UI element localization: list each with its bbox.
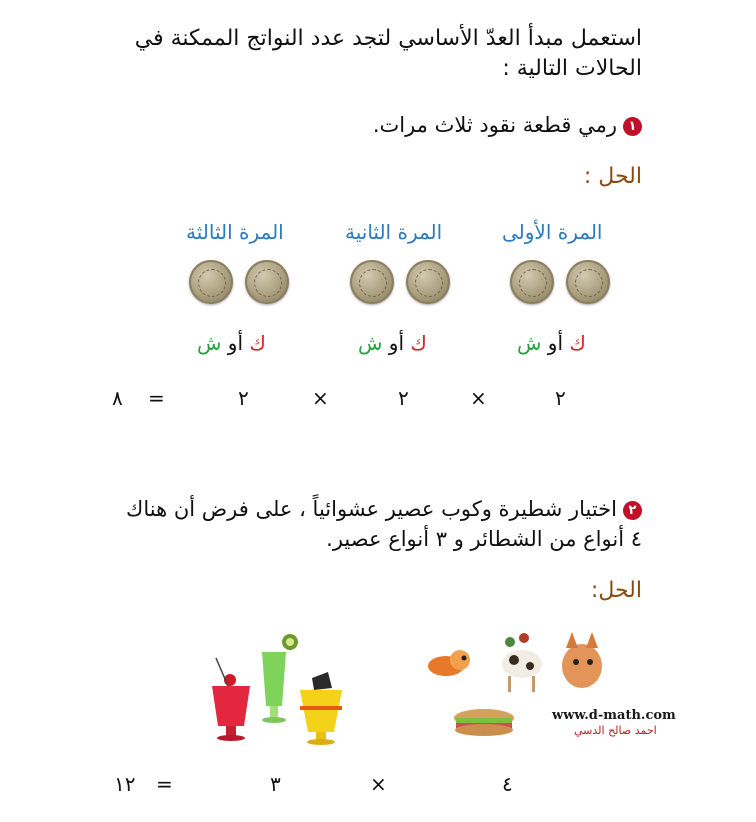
question-1-number: ١ xyxy=(623,117,642,136)
question-1-text: رمي قطعة نقود ثلاث مرات. xyxy=(372,113,617,137)
tails-label: ش xyxy=(517,331,542,355)
or-label: أو xyxy=(227,331,243,355)
site-watermark: www.d-math.com xyxy=(552,708,676,723)
turn-label-third: المرة الثالثة xyxy=(186,220,284,244)
equals-sign: = xyxy=(148,386,165,410)
author-watermark: احمد صالح الدسي xyxy=(574,724,657,737)
sandwich-count: ٤ xyxy=(502,772,513,796)
tails-label: ش xyxy=(197,331,222,355)
solution-label-1: الحل : xyxy=(583,164,642,189)
turn-label-first: المرة الأولى xyxy=(502,220,603,244)
heads-label: ك xyxy=(249,331,266,355)
question-2-line-2: ٤ أنواع من الشطائر و ٣ أنواع عصير. xyxy=(326,527,642,551)
question-2-line-1: اختيار شطيرة وكوب عصير عشوائياً ، على فرض أن هناك xyxy=(126,497,617,521)
coin-icon xyxy=(566,260,610,304)
juice-glass-icon xyxy=(200,628,360,748)
juice-glasses-illustration xyxy=(200,628,360,748)
juice-count: ٣ xyxy=(270,772,281,796)
outcome-choice-first xyxy=(517,331,586,355)
coin-icon xyxy=(510,260,554,304)
coin-icon xyxy=(245,260,289,304)
turn-label-second: المرة الثانية xyxy=(345,220,443,244)
times-sign: × xyxy=(470,386,487,410)
heads-label: ك xyxy=(410,331,427,355)
or-label: أو xyxy=(388,331,404,355)
outcome-choice-third xyxy=(197,331,266,355)
coin-icon xyxy=(350,260,394,304)
result-2: ١٢ xyxy=(114,772,136,796)
factor-first: ٢ xyxy=(555,386,566,410)
result-1: ٨ xyxy=(112,386,123,410)
equals-sign: = xyxy=(156,772,173,796)
intro-line-2: الحالات التالية : xyxy=(502,56,642,81)
tails-label: ش xyxy=(358,331,383,355)
outcome-choice-second xyxy=(358,331,427,355)
factor-second: ٢ xyxy=(398,386,409,410)
intro-line-1: استعمل مبدأ العدّ الأساسي لتجد عدد النواتج الممكنة في xyxy=(134,26,642,51)
question-2-number: ٢ xyxy=(623,501,642,520)
factor-third: ٢ xyxy=(238,386,249,410)
solution-label-2: الحل: xyxy=(590,578,642,603)
or-label: أو xyxy=(547,331,563,355)
coin-icon xyxy=(406,260,450,304)
coin-icon xyxy=(189,260,233,304)
heads-label: ك xyxy=(569,331,586,355)
question-1 xyxy=(373,110,642,140)
times-sign: × xyxy=(370,772,387,796)
times-sign: × xyxy=(312,386,329,410)
question-2 xyxy=(126,494,642,524)
intro-text xyxy=(82,24,642,84)
